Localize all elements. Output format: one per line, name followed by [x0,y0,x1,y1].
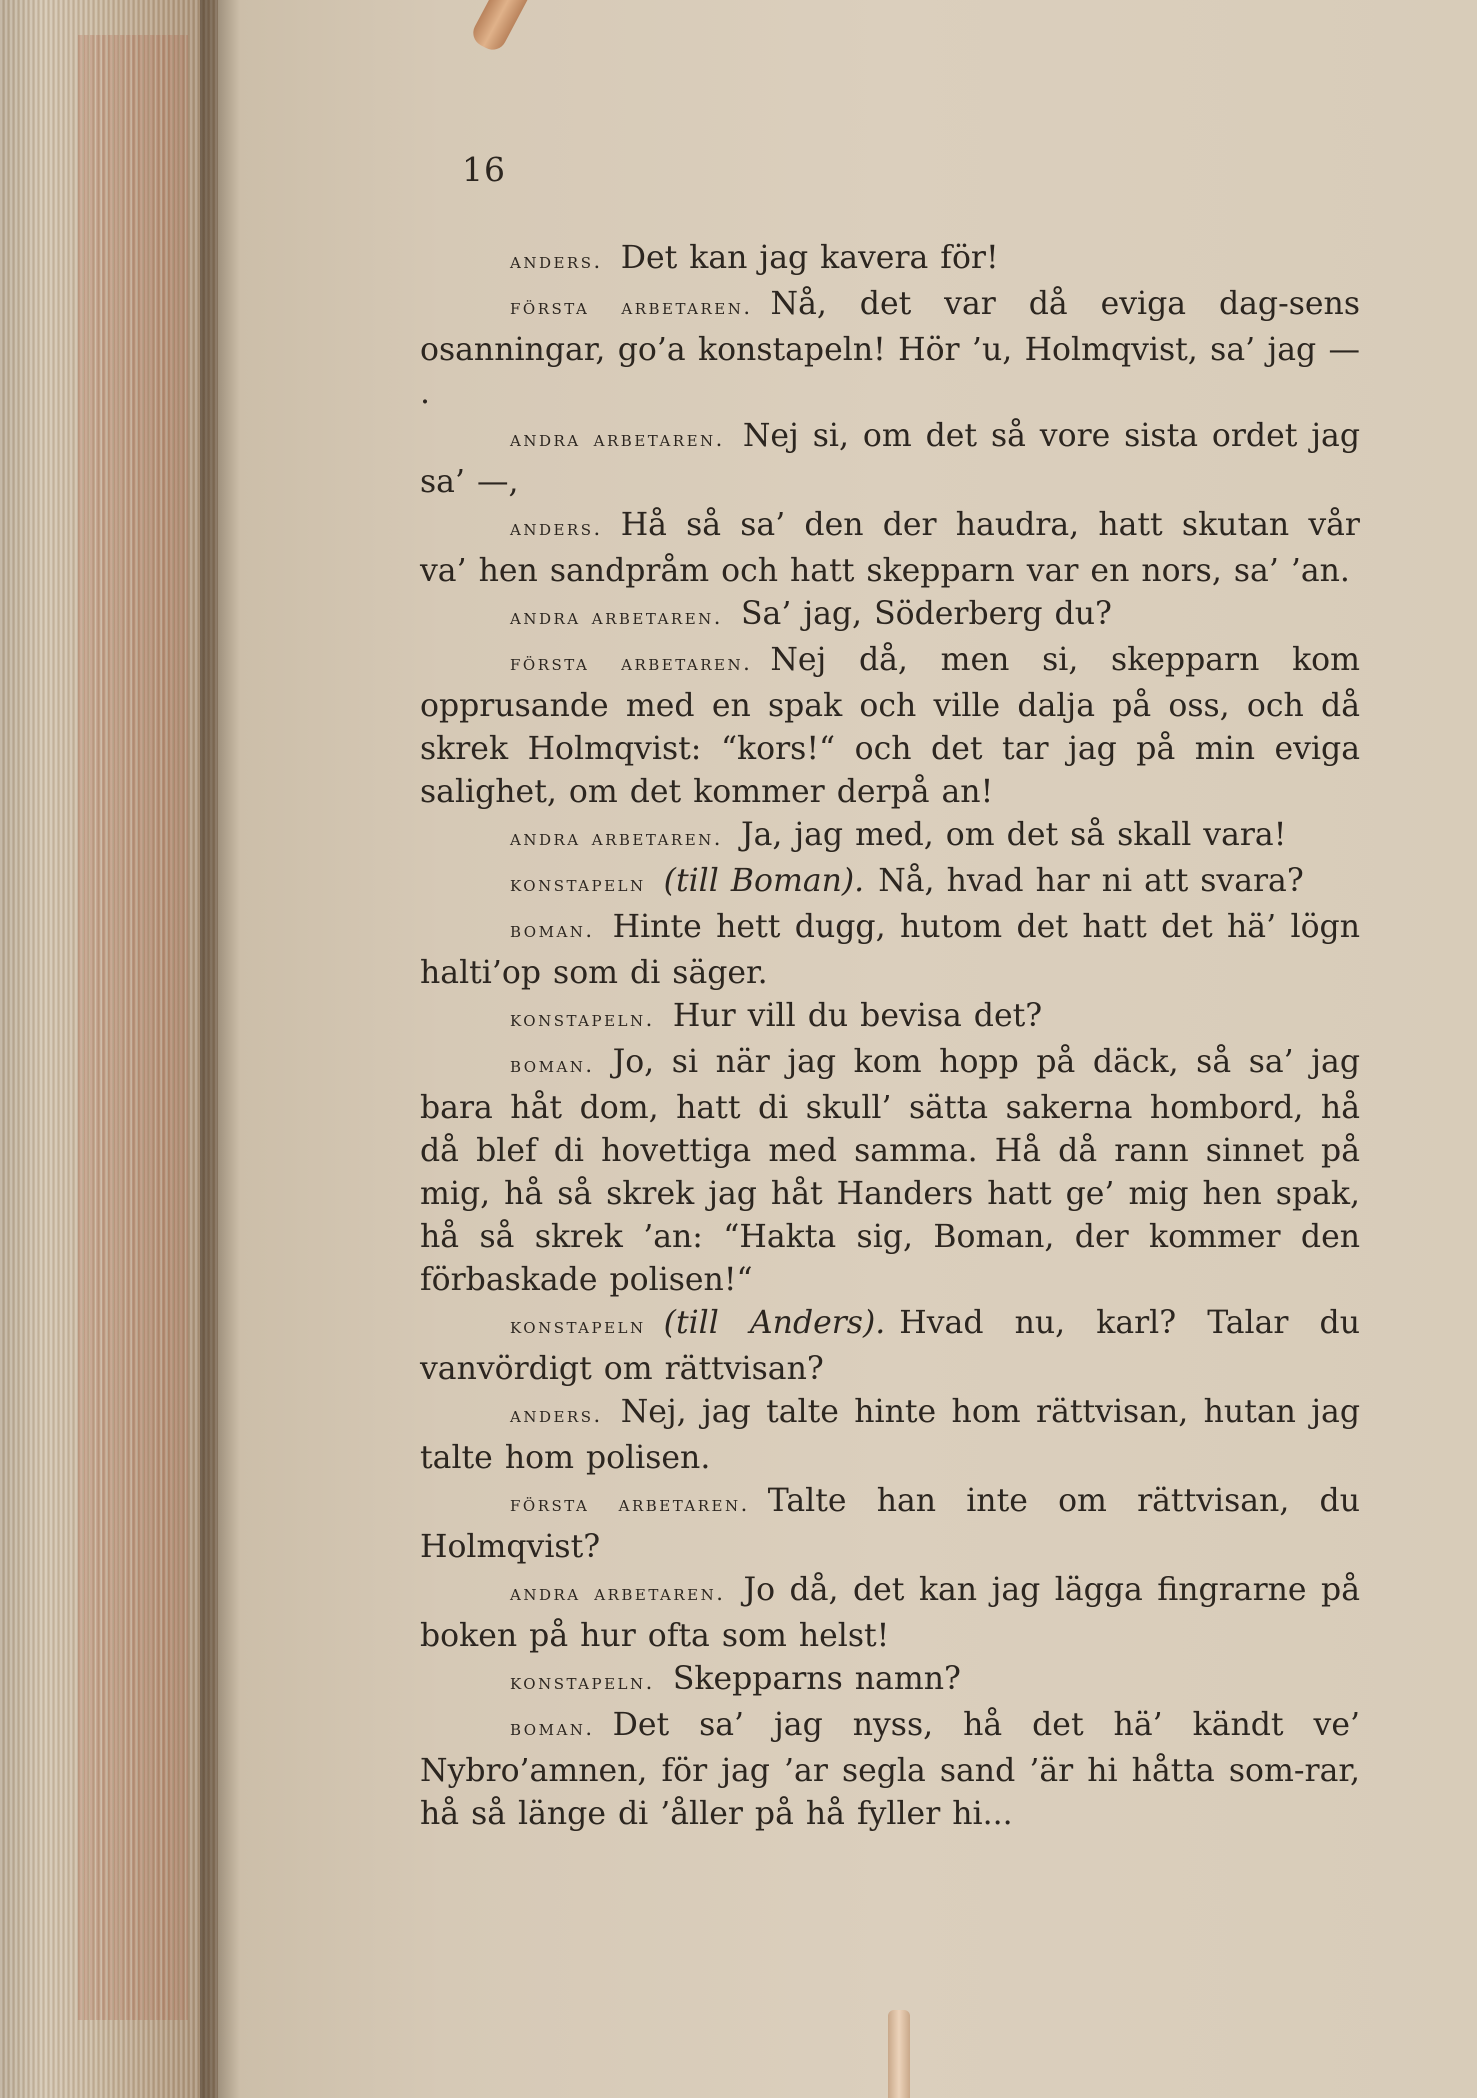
stage-direction: (till Boman). [663,863,865,899]
dialogue [420,237,1360,1836]
speech-text: Ja, jag med, om det så skall vara! [740,817,1287,853]
speech-text: Hvad nu, karl? Talar du vanvördigt om rättvisan? [420,1305,1360,1387]
speech-text: Skepparns namn? [672,1661,961,1697]
speech-text: Nej si, om det så vore sista ordet jag sa’ —, [420,418,1360,500]
speaker-name: boman. [510,1716,595,1740]
speech-paragraph [420,860,1360,906]
speech-text: Jo då, det kan jag lägga fingrarne på boken på hur ofta som helst! [420,1572,1360,1654]
speech-text: Det sa’ jag nyss, hå det hä’ kändt ve’ Nybro’amnen, för jag ’ar segla sand ’är hi håtta som-rar, hå så länge di ’åller på hå fyller hi... [420,1707,1360,1832]
speech-paragraph [420,814,1360,860]
speaker-name: andra arbetaren. [510,427,725,451]
speech-paragraph [420,1041,1360,1302]
speaker-name: konstapeln. [510,1670,655,1694]
speech-text: Hinte hett dugg, hutom det hatt det hä’ lögn halti’op som di säger. [420,909,1360,991]
speech-paragraph [420,415,1360,504]
speaker-name: anders. [510,1403,603,1427]
speech-paragraph [420,906,1360,995]
speech-text: Hå så sa’ den der haudra, hatt skutan vår va’ hen sandpråm och hatt skepparn var en nors, sa’ ’an. [420,507,1360,589]
speech-paragraph [420,1704,1360,1836]
speaker-name: konstapeln. [510,1007,655,1031]
speech-paragraph [420,1391,1360,1480]
bookmark-ribbon-bottom [888,2010,910,2098]
speaker-name: boman. [510,918,595,942]
speech-paragraph [420,1658,1360,1704]
binding-gutter [200,0,240,2098]
speech-text: Nej då, men si, skepparn kom opprusande med en spak och ville dalja på oss, och då skrek Holmqvist: “kors!“ och det tar jag på min eviga salighet, om det kommer derpå an! [420,642,1360,810]
speech-paragraph [420,1302,1360,1391]
book-page [420,150,1360,1836]
speech-text: Det kan jag kavera för! [620,240,999,276]
speech-paragraph [420,283,1360,415]
speaker-name: konstapeln [510,872,646,896]
speaker-name: boman. [510,1053,595,1077]
speaker-name: andra arbetaren. [510,605,723,629]
speaker-name: konstapeln [510,1314,646,1338]
speaker-name: första arbetaren. [510,1492,750,1516]
speech-paragraph [420,1569,1360,1658]
speech-text: Sa’ jag, Söderberg du? [740,596,1112,632]
speech-paragraph [420,593,1360,639]
speech-paragraph [420,639,1360,814]
speaker-name: anders. [510,249,603,273]
speech-text: Talte han inte om rättvisan, du Holmqvist? [420,1483,1360,1565]
speech-text: Nå, hvad har ni att svara? [878,863,1304,899]
speech-paragraph [420,237,1360,283]
stage-direction: (till Anders). [663,1305,886,1341]
speech-paragraph [420,1480,1360,1569]
speaker-name: andra arbetaren. [510,826,723,850]
speaker-name: andra arbetaren. [510,1581,726,1605]
speech-text: Nå, det var då eviga dag-sens osanningar, go’a konstapeln! Hör ’u, Holmqvist, sa’ jag — . [420,286,1360,411]
page-edges-red-stain [78,35,188,2020]
page-number: 16 [462,150,506,189]
bookmark-ribbon-top [468,0,541,55]
speech-paragraph [420,504,1360,593]
speaker-name: anders. [510,516,603,540]
speech-text: Hur vill du bevisa det? [672,998,1043,1034]
speaker-name: första arbetaren. [510,651,753,675]
speech-paragraph [420,995,1360,1041]
speech-text: Nej, jag talte hinte hom rättvisan, hutan jag talte hom polisen. [420,1394,1360,1476]
speaker-name: första arbetaren. [510,295,753,319]
speech-text: Jo, si när jag kom hopp på däck, så sa’ jag bara håt dom, hatt di skull’ sätta sakerna hombord, hå då blef di hovettiga med samma. Hå då rann sinnet på mig, hå så skrek jag håt Handers hatt ge’ mig hen spak, hå så skrek ’an: “Hakta sig, Boman, der kommer den förbaskade polisen!“ [420,1044,1360,1298]
